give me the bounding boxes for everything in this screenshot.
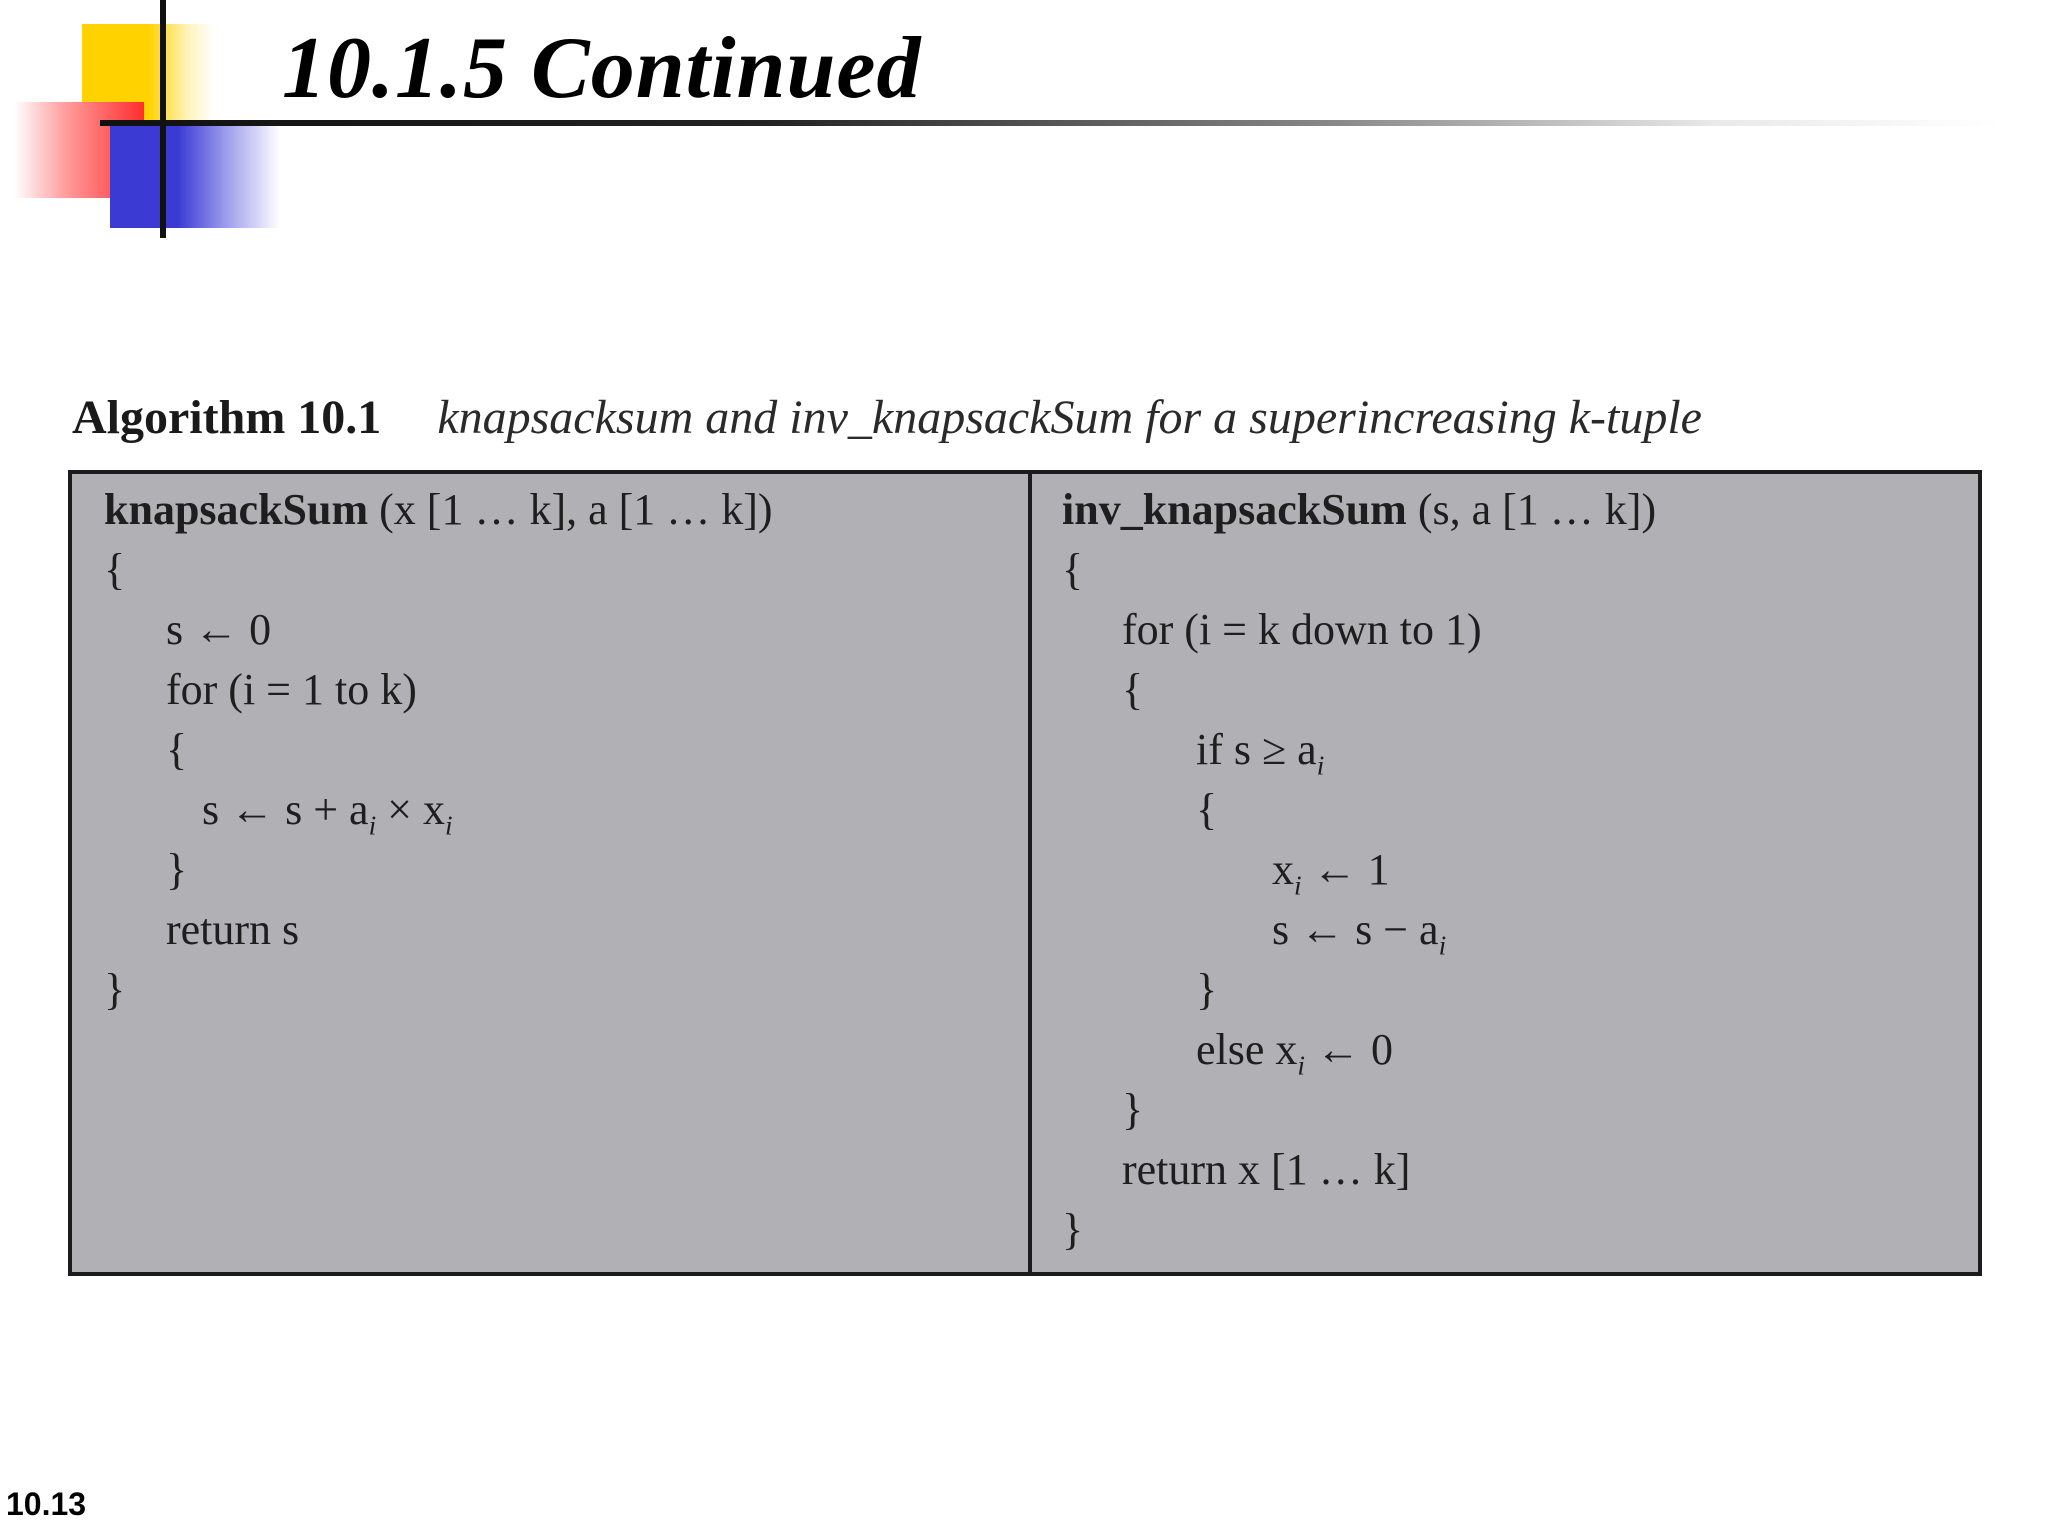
algorithm-label: Algorithm 10.1 bbox=[72, 391, 382, 444]
left-body-sub-a: i bbox=[368, 810, 377, 841]
left-loop-close: } bbox=[166, 845, 188, 894]
right-loop-open: { bbox=[1122, 665, 1144, 714]
right-loop-line: for (i = k down to 1) bbox=[1122, 605, 1482, 654]
right-return-line: return x [1 … k] bbox=[1122, 1145, 1411, 1194]
left-loop-open: { bbox=[166, 725, 188, 774]
right-loop-close: } bbox=[1122, 1085, 1144, 1134]
column-divider bbox=[1028, 474, 1032, 1272]
right-assign-x-pre: x bbox=[1272, 845, 1294, 894]
left-signature bbox=[104, 484, 773, 535]
right-if-close: } bbox=[1196, 965, 1218, 1014]
left-function-name: knapsackSum bbox=[104, 485, 369, 534]
decor-blue-block bbox=[110, 124, 280, 228]
algorithm-box bbox=[68, 470, 1982, 1276]
right-assign-x-post: ← 1 bbox=[1301, 845, 1390, 894]
right-if-line bbox=[1196, 724, 1324, 781]
right-else-post: ← 0 bbox=[1304, 1025, 1393, 1074]
left-body-lhs: s ← s + a bbox=[202, 785, 369, 834]
decor-vertical-rule bbox=[160, 0, 166, 238]
left-body-sub-x: i bbox=[445, 810, 453, 841]
right-signature bbox=[1062, 484, 1656, 535]
right-assign-s: s ← s − a bbox=[1272, 905, 1439, 954]
right-assign-s-sub: i bbox=[1438, 930, 1447, 961]
algorithm-caption bbox=[72, 390, 1702, 445]
left-loop-line: for (i = 1 to k) bbox=[166, 665, 417, 714]
right-function-name: inv_knapsackSum bbox=[1062, 485, 1407, 534]
right-function-args: (s, a [1 … k]) bbox=[1417, 485, 1657, 534]
right-else-sub: i bbox=[1297, 1050, 1305, 1081]
right-else-line bbox=[1196, 1024, 1393, 1081]
right-assign-x-line bbox=[1272, 844, 1390, 901]
left-body-line bbox=[202, 784, 453, 841]
right-else-pre: else x bbox=[1196, 1025, 1298, 1074]
right-assign-s-line bbox=[1272, 904, 1446, 961]
decor-horizontal-rule bbox=[100, 120, 2000, 126]
left-function-args: (x [1 … k], a [1 … k]) bbox=[379, 485, 773, 534]
right-assign-x-sub: i bbox=[1294, 870, 1302, 901]
right-if-open: { bbox=[1196, 785, 1218, 834]
right-open-brace: { bbox=[1062, 545, 1084, 594]
left-open-brace: { bbox=[104, 545, 126, 594]
left-init-line: s ← 0 bbox=[166, 605, 272, 654]
left-close-brace: } bbox=[104, 965, 126, 1014]
left-return-line: return s bbox=[166, 905, 300, 954]
algorithm-description: knapsacksum and inv_knapsackSum for a superincreasing k-tuple bbox=[437, 391, 1702, 444]
right-if-sub: i bbox=[1316, 750, 1325, 781]
page-number: 10.13 bbox=[6, 1486, 87, 1522]
right-if-text: if s ≥ a bbox=[1196, 725, 1317, 774]
right-close-brace: } bbox=[1062, 1205, 1084, 1254]
slide-title: 10.1.5 Continued bbox=[282, 20, 922, 117]
left-body-mid: × x bbox=[376, 785, 445, 834]
